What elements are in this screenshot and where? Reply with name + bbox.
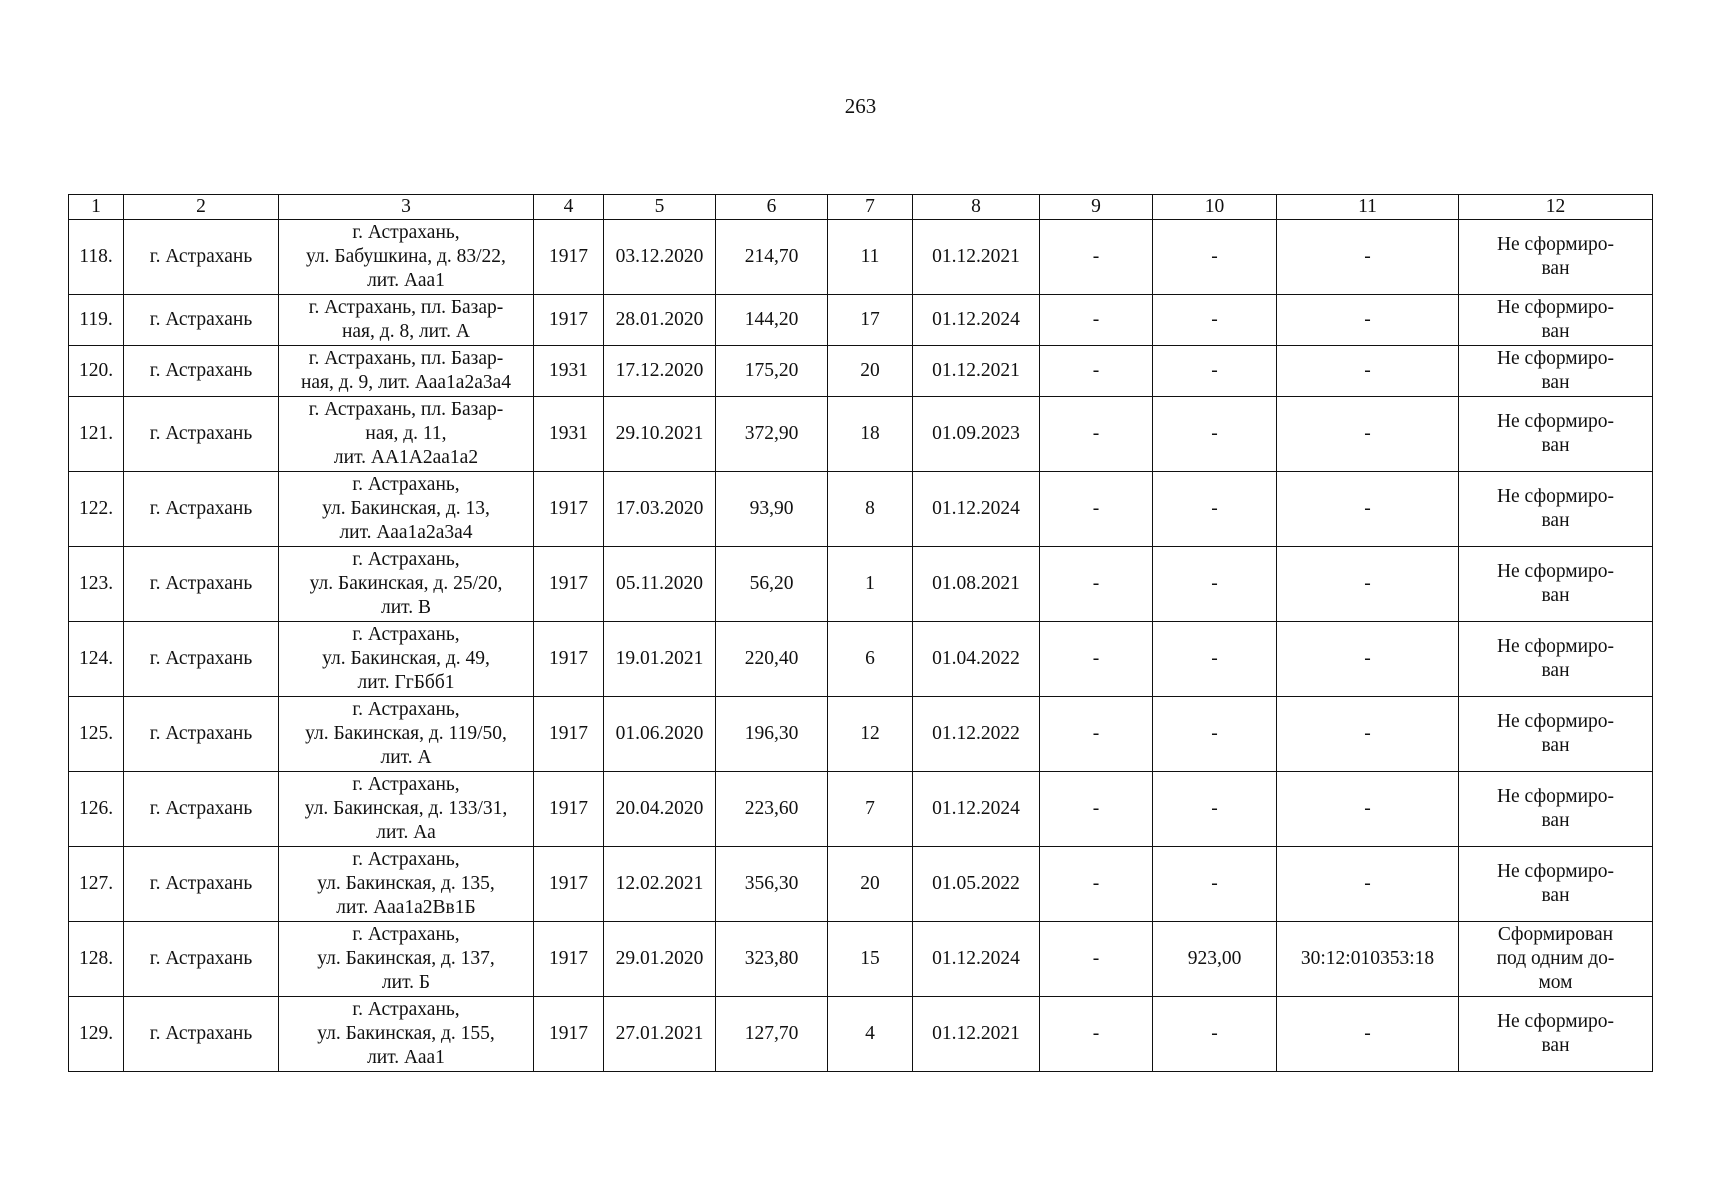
city-cell: г. Астрахань <box>124 847 279 922</box>
area-cell: 196,30 <box>716 697 828 772</box>
column-header: 9 <box>1040 195 1153 220</box>
row-number: 129. <box>69 997 124 1072</box>
date-cell: 17.12.2020 <box>604 346 716 397</box>
count-cell: 15 <box>828 922 913 997</box>
status-cell: Не сформиро- ван <box>1459 346 1653 397</box>
col9-cell: - <box>1040 547 1153 622</box>
city-cell: г. Астрахань <box>124 295 279 346</box>
table-row <box>69 847 1653 922</box>
housing-registry-table <box>68 194 1653 1072</box>
status-cell: Не сформиро- ван <box>1459 997 1653 1072</box>
city-cell: г. Астрахань <box>124 697 279 772</box>
date-cell: 12.02.2021 <box>604 847 716 922</box>
status-cell: Не сформиро- ван <box>1459 472 1653 547</box>
year-cell: 1917 <box>534 772 604 847</box>
land-area-cell: - <box>1153 622 1277 697</box>
count-cell: 18 <box>828 397 913 472</box>
status-cell: Не сформиро- ван <box>1459 547 1653 622</box>
date-cell: 29.01.2020 <box>604 922 716 997</box>
status-cell: Сформирован под одним до- мом <box>1459 922 1653 997</box>
count-cell: 1 <box>828 547 913 622</box>
table-row <box>69 622 1653 697</box>
column-header: 12 <box>1459 195 1653 220</box>
column-header: 11 <box>1277 195 1459 220</box>
year-cell: 1917 <box>534 697 604 772</box>
row-number: 121. <box>69 397 124 472</box>
row-number: 119. <box>69 295 124 346</box>
land-area-cell: - <box>1153 295 1277 346</box>
status-cell: Не сформиро- ван <box>1459 295 1653 346</box>
address-cell: г. Астрахань, ул. Бакинская, д. 119/50, лит. А <box>279 697 534 772</box>
area-cell: 214,70 <box>716 220 828 295</box>
column-header: 1 <box>69 195 124 220</box>
address-cell: г. Астрахань, ул. Бакинская, д. 49, лит. ГгБбб1 <box>279 622 534 697</box>
page-number: 263 <box>844 94 877 118</box>
date-cell: 03.12.2020 <box>604 220 716 295</box>
city-cell: г. Астрахань <box>124 922 279 997</box>
table-row <box>69 697 1653 772</box>
land-area-cell: - <box>1153 697 1277 772</box>
cadastral-number-cell: - <box>1277 622 1459 697</box>
table-header-row <box>69 195 1653 220</box>
date-cell: 01.06.2020 <box>604 697 716 772</box>
date-cell: 29.10.2021 <box>604 397 716 472</box>
land-area-cell: - <box>1153 220 1277 295</box>
col9-cell: - <box>1040 847 1153 922</box>
cadastral-number-cell: - <box>1277 997 1459 1072</box>
area-cell: 223,60 <box>716 772 828 847</box>
count-cell: 20 <box>828 847 913 922</box>
cadastral-number-cell: - <box>1277 295 1459 346</box>
status-cell: Не сформиро- ван <box>1459 622 1653 697</box>
col9-cell: - <box>1040 472 1153 547</box>
date-cell: 27.01.2021 <box>604 997 716 1072</box>
deadline-date-cell: 01.12.2021 <box>913 997 1040 1072</box>
count-cell: 7 <box>828 772 913 847</box>
city-cell: г. Астрахань <box>124 622 279 697</box>
col9-cell: - <box>1040 397 1153 472</box>
cadastral-number-cell: - <box>1277 772 1459 847</box>
table-row <box>69 346 1653 397</box>
address-cell: г. Астрахань, ул. Бакинская, д. 13, лит. Ааа1а2а3а4 <box>279 472 534 547</box>
city-cell: г. Астрахань <box>124 772 279 847</box>
row-number: 120. <box>69 346 124 397</box>
year-cell: 1917 <box>534 295 604 346</box>
area-cell: 372,90 <box>716 397 828 472</box>
count-cell: 4 <box>828 997 913 1072</box>
cadastral-number-cell: - <box>1277 697 1459 772</box>
area-cell: 220,40 <box>716 622 828 697</box>
row-number: 124. <box>69 622 124 697</box>
land-area-cell: 923,00 <box>1153 922 1277 997</box>
count-cell: 11 <box>828 220 913 295</box>
row-number: 127. <box>69 847 124 922</box>
city-cell: г. Астрахань <box>124 346 279 397</box>
land-area-cell: - <box>1153 997 1277 1072</box>
column-header: 5 <box>604 195 716 220</box>
col9-cell: - <box>1040 922 1153 997</box>
date-cell: 05.11.2020 <box>604 547 716 622</box>
deadline-date-cell: 01.12.2024 <box>913 922 1040 997</box>
address-cell: г. Астрахань, ул. Бабушкина, д. 83/22, лит. Ааа1 <box>279 220 534 295</box>
deadline-date-cell: 01.12.2021 <box>913 346 1040 397</box>
year-cell: 1917 <box>534 997 604 1072</box>
cadastral-number-cell: - <box>1277 220 1459 295</box>
deadline-date-cell: 01.05.2022 <box>913 847 1040 922</box>
cadastral-number-cell: - <box>1277 472 1459 547</box>
city-cell: г. Астрахань <box>124 997 279 1072</box>
address-cell: г. Астрахань, ул. Бакинская, д. 135, лит. Ааа1а2Вв1Б <box>279 847 534 922</box>
table-row <box>69 922 1653 997</box>
column-header: 8 <box>913 195 1040 220</box>
col9-cell: - <box>1040 220 1153 295</box>
count-cell: 20 <box>828 346 913 397</box>
address-cell: г. Астрахань, ул. Бакинская, д. 133/31, лит. Аа <box>279 772 534 847</box>
status-cell: Не сформиро- ван <box>1459 772 1653 847</box>
deadline-date-cell: 01.12.2021 <box>913 220 1040 295</box>
deadline-date-cell: 01.12.2024 <box>913 295 1040 346</box>
col9-cell: - <box>1040 346 1153 397</box>
count-cell: 8 <box>828 472 913 547</box>
deadline-date-cell: 01.12.2024 <box>913 772 1040 847</box>
table-row <box>69 772 1653 847</box>
deadline-date-cell: 01.09.2023 <box>913 397 1040 472</box>
land-area-cell: - <box>1153 547 1277 622</box>
cadastral-number-cell: 30:12:010353:18 <box>1277 922 1459 997</box>
table-row <box>69 547 1653 622</box>
cadastral-number-cell: - <box>1277 547 1459 622</box>
deadline-date-cell: 01.08.2021 <box>913 547 1040 622</box>
count-cell: 17 <box>828 295 913 346</box>
table-row <box>69 397 1653 472</box>
land-area-cell: - <box>1153 847 1277 922</box>
col9-cell: - <box>1040 295 1153 346</box>
land-area-cell: - <box>1153 397 1277 472</box>
area-cell: 356,30 <box>716 847 828 922</box>
year-cell: 1931 <box>534 397 604 472</box>
column-header: 7 <box>828 195 913 220</box>
date-cell: 19.01.2021 <box>604 622 716 697</box>
city-cell: г. Астрахань <box>124 547 279 622</box>
area-cell: 323,80 <box>716 922 828 997</box>
row-number: 118. <box>69 220 124 295</box>
column-header: 3 <box>279 195 534 220</box>
date-cell: 17.03.2020 <box>604 472 716 547</box>
city-cell: г. Астрахань <box>124 472 279 547</box>
deadline-date-cell: 01.12.2022 <box>913 697 1040 772</box>
land-area-cell: - <box>1153 346 1277 397</box>
cadastral-number-cell: - <box>1277 397 1459 472</box>
column-header: 10 <box>1153 195 1277 220</box>
cadastral-number-cell: - <box>1277 346 1459 397</box>
year-cell: 1917 <box>534 922 604 997</box>
table-row <box>69 472 1653 547</box>
land-area-cell: - <box>1153 472 1277 547</box>
column-header: 2 <box>124 195 279 220</box>
year-cell: 1931 <box>534 346 604 397</box>
area-cell: 144,20 <box>716 295 828 346</box>
area-cell: 127,70 <box>716 997 828 1072</box>
year-cell: 1917 <box>534 847 604 922</box>
year-cell: 1917 <box>534 472 604 547</box>
deadline-date-cell: 01.12.2024 <box>913 472 1040 547</box>
column-header: 6 <box>716 195 828 220</box>
row-number: 125. <box>69 697 124 772</box>
address-cell: г. Астрахань, пл. Базар- ная, д. 9, лит. Ааа1а2а3а4 <box>279 346 534 397</box>
address-cell: г. Астрахань, пл. Базар- ная, д. 8, лит. А <box>279 295 534 346</box>
date-cell: 20.04.2020 <box>604 772 716 847</box>
date-cell: 28.01.2020 <box>604 295 716 346</box>
col9-cell: - <box>1040 697 1153 772</box>
column-header: 4 <box>534 195 604 220</box>
address-cell: г. Астрахань, пл. Базар- ная, д. 11, лит. АА1А2аа1а2 <box>279 397 534 472</box>
row-number: 123. <box>69 547 124 622</box>
address-cell: г. Астрахань, ул. Бакинская, д. 137, лит. Б <box>279 922 534 997</box>
area-cell: 93,90 <box>716 472 828 547</box>
table-row <box>69 997 1653 1072</box>
col9-cell: - <box>1040 622 1153 697</box>
table-row <box>69 295 1653 346</box>
cadastral-number-cell: - <box>1277 847 1459 922</box>
year-cell: 1917 <box>534 622 604 697</box>
count-cell: 12 <box>828 697 913 772</box>
row-number: 122. <box>69 472 124 547</box>
year-cell: 1917 <box>534 547 604 622</box>
city-cell: г. Астрахань <box>124 397 279 472</box>
count-cell: 6 <box>828 622 913 697</box>
status-cell: Не сформиро- ван <box>1459 697 1653 772</box>
col9-cell: - <box>1040 997 1153 1072</box>
col9-cell: - <box>1040 772 1153 847</box>
deadline-date-cell: 01.04.2022 <box>913 622 1040 697</box>
land-area-cell: - <box>1153 772 1277 847</box>
table-row <box>69 220 1653 295</box>
status-cell: Не сформиро- ван <box>1459 220 1653 295</box>
row-number: 128. <box>69 922 124 997</box>
city-cell: г. Астрахань <box>124 220 279 295</box>
year-cell: 1917 <box>534 220 604 295</box>
row-number: 126. <box>69 772 124 847</box>
area-cell: 175,20 <box>716 346 828 397</box>
address-cell: г. Астрахань, ул. Бакинская, д. 155, лит. Ааа1 <box>279 997 534 1072</box>
status-cell: Не сформиро- ван <box>1459 397 1653 472</box>
address-cell: г. Астрахань, ул. Бакинская, д. 25/20, лит. В <box>279 547 534 622</box>
status-cell: Не сформиро- ван <box>1459 847 1653 922</box>
area-cell: 56,20 <box>716 547 828 622</box>
